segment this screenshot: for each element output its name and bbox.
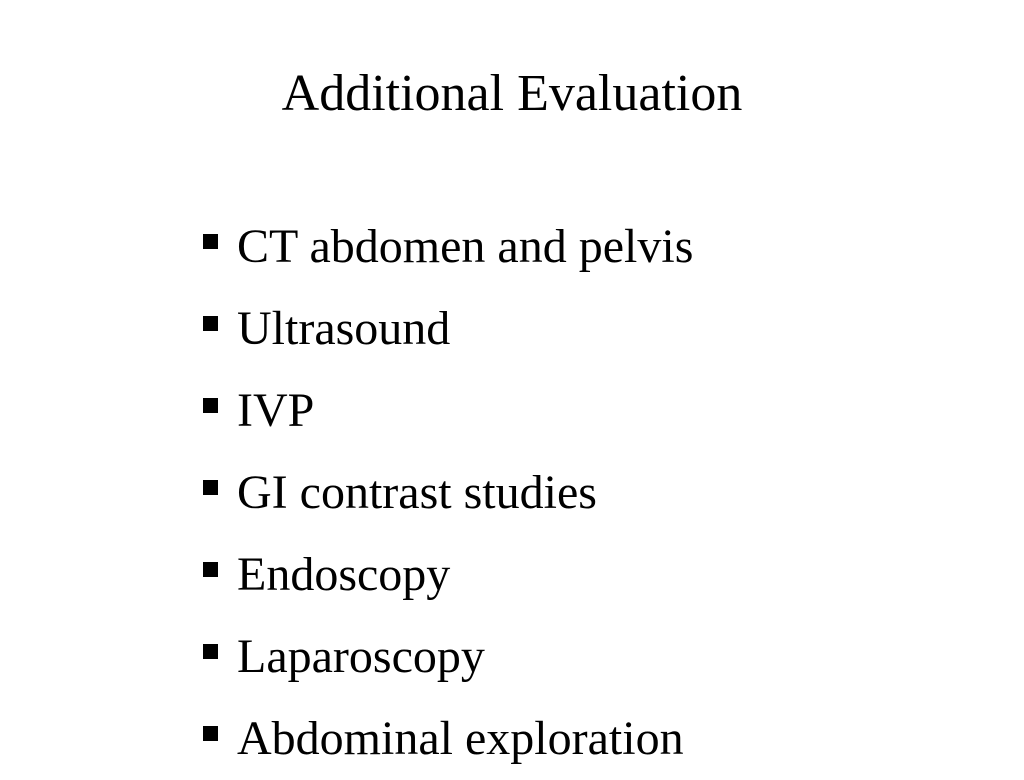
bullet-item xyxy=(203,370,693,452)
bullet-text: GI contrast studies xyxy=(237,466,597,519)
square-bullet-icon xyxy=(203,562,218,577)
bullet-text: Abdominal exploration xyxy=(237,712,684,765)
square-bullet-icon xyxy=(203,644,218,659)
bullet-item xyxy=(203,288,693,370)
bullet-text: Ultrasound xyxy=(237,302,451,355)
square-bullet-icon xyxy=(203,726,218,741)
square-bullet-icon xyxy=(203,316,218,331)
bullet-item xyxy=(203,452,693,534)
bullet-text: Endoscopy xyxy=(237,548,451,601)
bullet-text: Laparoscopy xyxy=(237,630,485,683)
bullet-item xyxy=(203,534,693,616)
bullet-text: CT abdomen and pelvis xyxy=(237,220,694,273)
square-bullet-icon xyxy=(203,234,218,249)
slide-title: Additional Evaluation xyxy=(281,65,743,122)
bullet-item xyxy=(203,616,693,698)
square-bullet-icon xyxy=(203,480,218,495)
square-bullet-icon xyxy=(203,398,218,413)
bullet-list xyxy=(203,206,693,780)
bullet-item xyxy=(203,206,693,288)
bullet-text: IVP xyxy=(237,384,315,437)
